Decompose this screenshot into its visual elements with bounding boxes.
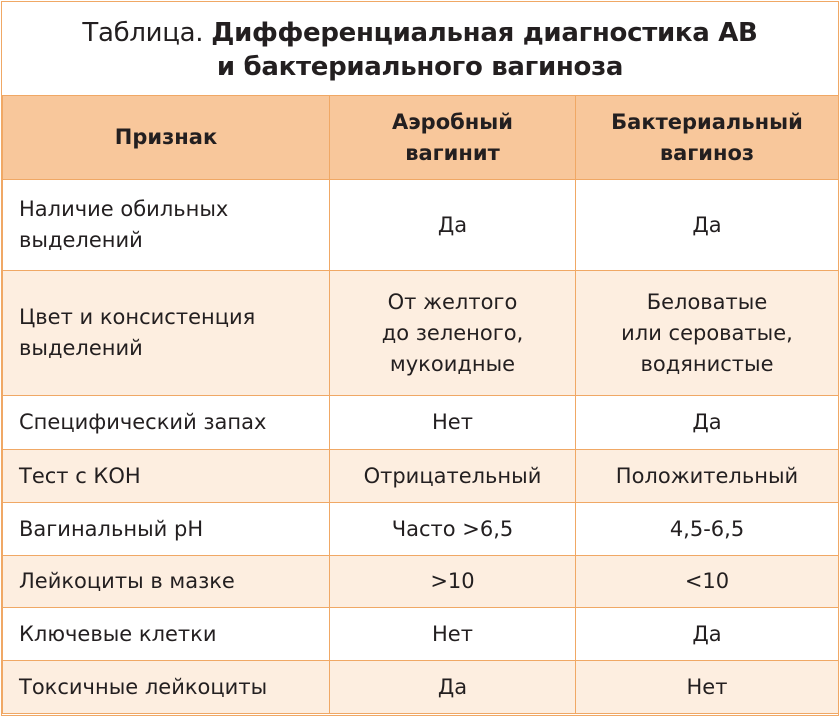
- row-av-value: Часто >6,5: [330, 503, 576, 556]
- table-row: [3, 396, 839, 450]
- row-feature: Специфический запах: [3, 396, 330, 450]
- table-row: [3, 450, 839, 503]
- row-av-value: Да: [330, 661, 576, 714]
- table-row: [3, 608, 839, 661]
- diagnosis-table: [2, 95, 839, 714]
- table-row: [3, 556, 839, 608]
- row-av-value: >10: [330, 556, 576, 608]
- row-bv-value: 4,5-6,5: [576, 503, 839, 556]
- caption-prefix: Таблица.: [82, 18, 204, 48]
- header-bacterial-vaginosis: Бактериальный вагиноз: [576, 96, 839, 180]
- row-feature: Ключевые клетки: [3, 608, 330, 661]
- row-av-value: Нет: [330, 608, 576, 661]
- row-feature: Тест с КОН: [3, 450, 330, 503]
- row-bv-value: <10: [576, 556, 839, 608]
- table-row: [3, 503, 839, 556]
- row-feature: Токсичные лейкоциты: [3, 661, 330, 714]
- header-feature: Признак: [3, 96, 330, 180]
- header-row: [3, 96, 839, 180]
- table-row: [3, 180, 839, 271]
- row-bv-value: Да: [576, 608, 839, 661]
- row-feature: Цвет и консистенция выделений: [3, 271, 330, 396]
- caption-title-line2: и бактериального вагиноза: [216, 52, 624, 82]
- row-av-value: Отрицательный: [330, 450, 576, 503]
- row-feature: Вагинальный рН: [3, 503, 330, 556]
- table-caption: [2, 2, 838, 95]
- row-av-value: От желтого до зеленого, мукоидные: [330, 271, 576, 396]
- row-av-value: Да: [330, 180, 576, 271]
- table-row: [3, 661, 839, 714]
- row-bv-value: Нет: [576, 661, 839, 714]
- row-bv-value: Да: [576, 396, 839, 450]
- header-aerobic-vaginitis: Аэробный вагинит: [330, 96, 576, 180]
- row-av-value: Нет: [330, 396, 576, 450]
- row-bv-value: Положительный: [576, 450, 839, 503]
- table-row: [3, 271, 839, 396]
- row-bv-value: Да: [576, 180, 839, 271]
- caption-title-line1: Дифференциальная диагностика АВ: [211, 18, 758, 48]
- row-feature: Лейкоциты в мазке: [3, 556, 330, 608]
- row-bv-value: Беловатые или сероватые, водянистые: [576, 271, 839, 396]
- row-feature: Наличие обильных выделений: [3, 180, 330, 271]
- table-frame: [1, 1, 839, 716]
